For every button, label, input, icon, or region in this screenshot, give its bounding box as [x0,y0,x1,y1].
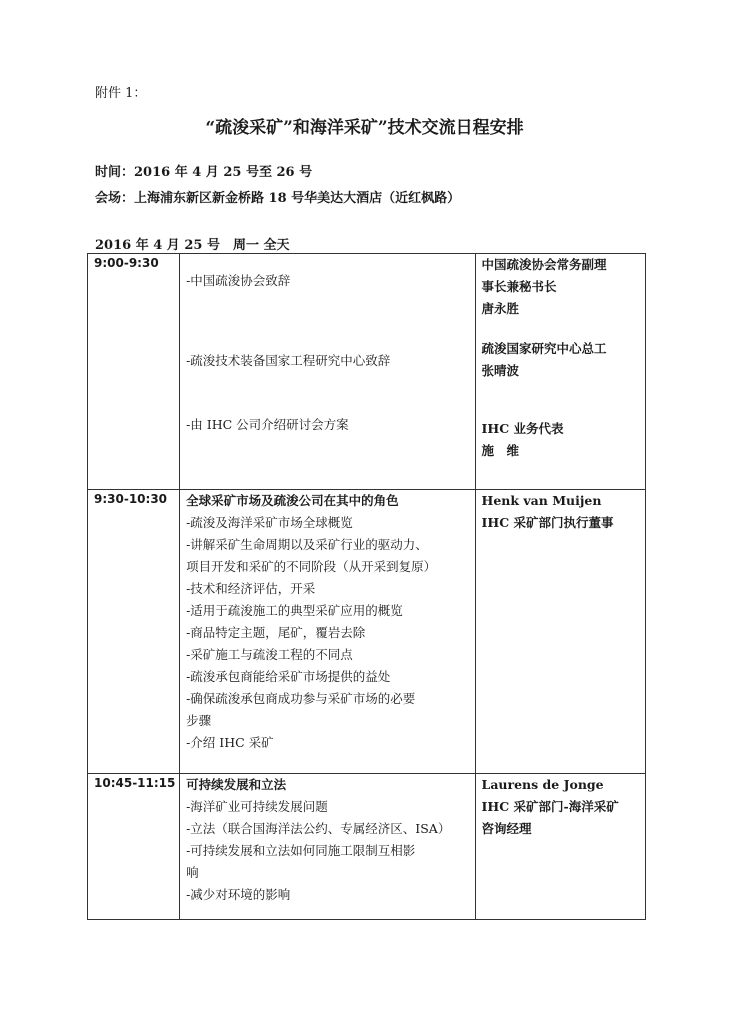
session-row [88,490,646,774]
speaker-name: 施 维 [481,443,520,458]
session-speaker-cell [475,774,645,920]
agenda-item: -介绍 IHC 采矿 [186,735,274,750]
agenda-item: -疏浚及海洋采矿市场全球概览 [186,515,353,530]
session-time: 9:30-10:30 [94,492,168,506]
speaker-line: 疏浚国家研究中心总工 [481,341,607,356]
session-heading: 全球采矿市场及疏浚公司在其中的角色 [186,493,399,508]
session-topic-cell [180,490,475,774]
session-topic-cell [180,774,475,920]
session-heading: 可持续发展和立法 [186,777,287,792]
venue-line: 会场：上海浦东新区新金桥路 18 号华美达大酒店（近红枫路） [95,191,461,206]
speaker-name: 唐永胜 [481,301,520,316]
agenda-item: -采矿施工与疏浚工程的不同点 [186,647,353,662]
speaker-name: Henk van Muijen [481,493,602,508]
agenda-item: -可持续发展和立法如何同施工限制互相影 [186,843,416,858]
speaker-line: IHC 采矿部门执行董事 [481,515,614,530]
session-time-cell [88,490,180,774]
agenda-item: -疏浚技术装备国家工程研究中心致辞 [186,353,391,368]
session-time-cell [88,254,180,490]
speaker-line: 事长兼秘书长 [481,279,557,294]
attachment-label: 附件 1： [95,86,147,101]
agenda-item: 响 [186,865,199,880]
agenda-item: -确保疏浚承包商成功参与采矿市场的必要 [186,691,416,706]
agenda-item: -适用于疏浚施工的典型采矿应用的概览 [186,603,403,618]
speaker-line: 中国疏浚协会常务副理 [481,257,607,272]
session-time-cell [88,774,180,920]
speaker-line: IHC 采矿部门-海洋采矿 [481,799,619,814]
session-row [88,774,646,920]
agenda-item: 步骤 [186,713,212,728]
agenda-item: -立法（联合国海洋法公约、专属经济区、ISA） [186,821,451,836]
agenda-item: 项目开发和采矿的不同阶段（从开采到复原） [186,559,437,574]
day-header: 2016 年 4 月 25 号 周一 全天 [95,238,290,253]
session-time: 9:00-9:30 [94,256,159,270]
schedule-table [87,253,646,920]
session-speaker-cell [475,254,645,490]
speaker-name: Laurens de Jonge [481,777,604,792]
agenda-item: -技术和经济评估，开采 [186,581,316,596]
speaker-line: 咨询经理 [481,821,532,836]
session-topic-cell [180,254,475,490]
session-time: 10:45-11:15 [94,776,176,790]
agenda-item: -减少对环境的影响 [186,887,291,902]
document-title: “疏浚采矿”和海洋采矿”技术交流日程安排 [205,118,524,138]
time-line: 时间：2016 年 4 月 25 号至 26 号 [95,165,313,180]
agenda-item: -由 IHC 公司介绍研讨会方案 [186,417,349,432]
session-speaker-cell [475,490,645,774]
speaker-line: IHC 业务代表 [481,421,564,436]
agenda-item: -海洋矿业可持续发展问题 [186,799,328,814]
agenda-item: -疏浚承包商能给采矿市场提供的益处 [186,669,391,684]
agenda-item: -讲解采矿生命周期以及采矿行业的驱动力、 [186,537,428,552]
session-row [88,254,646,490]
agenda-item: -商品特定主题，尾矿，覆岩去除 [186,625,366,640]
speaker-name: 张晴波 [481,363,520,378]
agenda-item: -中国疏浚协会致辞 [186,273,291,288]
